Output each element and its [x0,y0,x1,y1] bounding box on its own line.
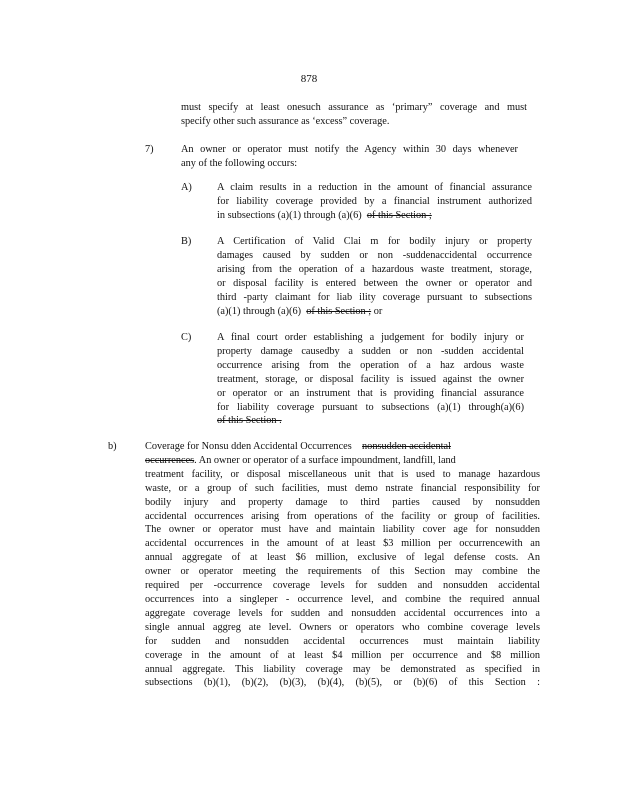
text-line: A claim results in a reduction in the amount of financial assurance [217,182,532,193]
text-line: annual aggregate of at least $6 million, exclusive of legal defense costs. An [145,552,540,564]
text-line: property damage causedby a sudden or non -sudden accidental [217,345,524,357]
item-b-lower-paragraph [145,440,540,690]
text-line [217,209,532,223]
text-line [145,440,540,454]
item-a-paragraph [217,181,532,223]
text-line: treatment facility, or disposal miscellaneous unit that is used to manage hazardous [145,468,540,480]
text-line [217,414,524,428]
text-line: bodily injury and property damage to third parties caused by nonsudden [145,496,540,508]
text-line: owner or operator meeting the requirements of this Section may combine the [145,566,540,578]
item-7-label: 7) [145,144,154,155]
text-line: subsections (b)(1), (b)(2), (b)(3), (b)(4), (b)(5), or (b)(6) of this Section : [145,677,540,689]
text-line: occurrences into a singleper - occurrence level, and combine the required annual [145,593,540,605]
text-line: An owner or operator must notify the Agency within 30 days whenever [181,144,518,155]
text-line: A final court order establishing a judgement for bodily injury or [217,332,524,343]
text-line: treatment, storage, or disposal facility is issued against the owner [217,373,524,385]
item-7-paragraph [181,143,518,171]
item-a-label: A) [181,182,192,193]
text-line: waste, or a group of such facilities, must demo nstrate financial responsibility for [145,482,540,494]
text-segment: Coverage for Nonsu dden Accidental Occurrences [145,441,352,452]
text-line: single annual aggreg ate level. Owners or operators who combine coverage levels [145,621,540,633]
item-b-lower-label: b) [108,441,117,452]
text-line: must specify at least onesuch assurance as ‘primary” coverage and must [181,102,527,113]
item-b-paragraph [217,235,532,318]
text-line: third -party claimant for liab ility coverage pursuant to subsections [217,291,532,303]
struck-text: occurrences [145,454,195,466]
item-c-label: C) [181,332,192,343]
text-line: for sudden and nonsudden accidental occurrences must maintain liability [145,635,540,647]
text-line: any of the following occurs: [181,157,298,169]
text-line: or operator or an instrument that is providing financial assurance [217,387,524,399]
text-line: damages caused by sudden or non -suddenaccidental occurrence [217,249,532,261]
struck-text: of this Section . [217,415,282,427]
text-line [145,454,540,468]
text-line: for liability coverage pursuant to subsections (a)(1) through(a)(6) [217,401,524,413]
text-line: arising from the operation of a hazardous waste treatment, storage, [217,263,532,275]
struck-text: of this Section ; [366,209,432,221]
text-segment: or [373,305,383,317]
text-segment: . An owner or operator of a surface impoundment, landfill, land [194,454,456,466]
item-c-paragraph [217,331,524,428]
text-line: accidental occurrences arising from operations of the facility or group of facilities. [145,510,540,522]
text-line [217,305,532,319]
text-line: A Certification of Valid Clai m for bodily injury or property [217,236,532,247]
text-line: for liability coverage provided by a financial instrument authorized [217,195,532,207]
struck-text: nonsudden accidental [362,441,451,452]
page-number: 878 [300,73,318,85]
text-line: aggregate coverage levels for sudden and nonsudden accidental occurrences into a [145,607,540,619]
intro-paragraph [181,101,527,129]
text-segment: in subsections (a)(1) through (a)(6) [217,209,362,221]
text-line: or disposal facility is entered between the owner or operator and [217,277,532,289]
text-line: The owner or operator must have and maintain liability cover age for nonsudden [145,524,540,536]
text-line: required per -occurrence coverage levels for sudden and nonsudden accidental [145,580,540,592]
item-b-label: B) [181,236,192,247]
text-line: occurrence arising from the operation of a haz ardous waste [217,359,524,371]
text-segment: (a)(1) through (a)(6) [217,305,302,317]
text-line: accidental occurrences in the amount of at least $3 million per occurrencewith an [145,538,540,550]
text-line: coverage in the amount of at least $4 million per occurrence and $8 million [145,649,540,661]
struck-text: of this Section ; [306,305,372,317]
text-line: specify other such assurance as ‘excess” coverage. [181,115,390,127]
text-line: annual aggregate. This liability coverage may be demonstrated as specified in [145,663,540,675]
